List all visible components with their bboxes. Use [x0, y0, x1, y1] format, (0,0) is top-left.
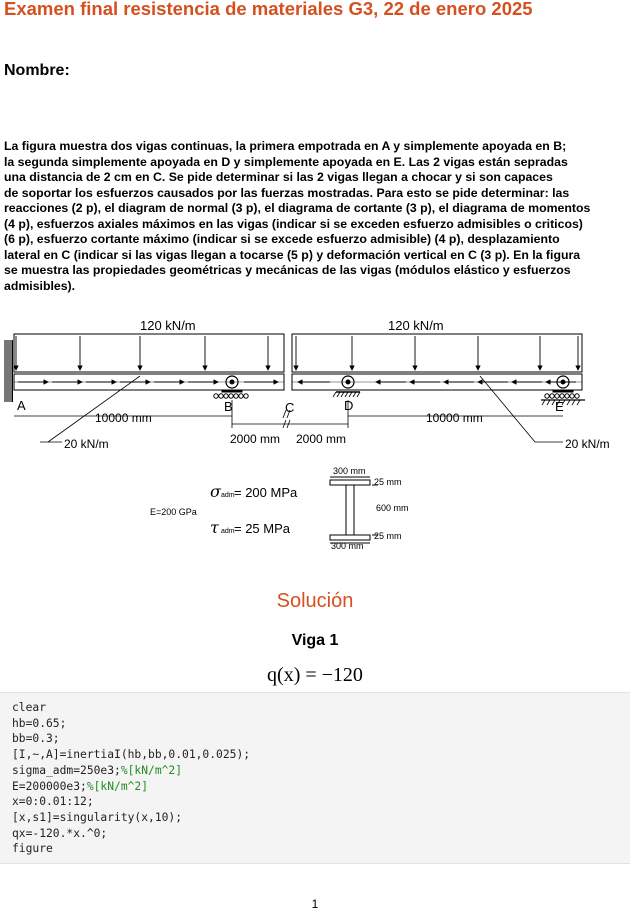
point-C: C	[285, 400, 295, 415]
problem-line: la segunda simplemente apoyada en D y simplemente apoyada en E. Las 2 vigas están sepradas	[4, 154, 568, 169]
problem-line: (4 p), esfuerzos axiales máximos en las vigas (indicar si se exceden esfuerzo admisibles o criticos)	[4, 216, 583, 231]
problem-line: de soportar los esfuerzos causados por las fuerzas mostradas. Para esto se pide determinar: las	[4, 185, 570, 200]
flange-width-top: 300 mm	[333, 466, 366, 476]
code-line: figure	[12, 842, 53, 856]
code-block	[0, 692, 630, 864]
flange-width-bottom: 300 mm	[331, 541, 364, 551]
code-line: hb=0.65;	[12, 716, 67, 730]
code-listing	[0, 693, 630, 864]
load-arrows-left	[16, 336, 268, 370]
tau-sub: adm	[221, 528, 235, 535]
code-line: clear	[12, 701, 47, 714]
sigma-symbol: σ	[210, 482, 221, 501]
sigma-value: = 200 MPa	[234, 485, 298, 500]
code-comment: %[kN/m^2]	[120, 763, 183, 777]
point-D: D	[344, 398, 354, 413]
load-arrows-right	[296, 336, 578, 370]
point-E: E	[555, 399, 564, 414]
code-comment: %[kN/m^2]	[86, 779, 149, 793]
problem-line: La figura muestra dos vigas continuas, la primera empotrada en A y simplemente apoyada en B;	[4, 139, 567, 153]
load-block-right	[292, 334, 582, 372]
exam-title: Examen final resistencia de materiales G3, 22 de enero 2025	[4, 0, 533, 19]
span-left: 10000 mm	[95, 411, 152, 425]
beam-heading: Viga 1	[291, 632, 339, 649]
load-label-right: 120 kN/m	[388, 318, 444, 333]
code-line: bb=0.3;	[12, 732, 60, 746]
web-height: 600 mm	[376, 503, 409, 513]
tau-symbol: τ	[210, 518, 219, 537]
axial-label-left: 20 kN/m	[64, 437, 109, 451]
problem-line: una distancia de 2 cm en C. Se pide determinar si las 2 vigas llegan a chocar y si son capaces	[4, 170, 553, 184]
problem-line: reacciones (2 p), el diagram de normal (3 p), el diagrama de cortante (3 p), el diagrama de momentos	[4, 201, 591, 215]
sigma-sub: adm	[221, 492, 235, 499]
code-line: qx=-120.*x.^0;	[12, 826, 108, 840]
gap-left: 2000 mm	[230, 432, 281, 446]
code-line: E=200000e3;	[12, 779, 87, 793]
code-line: [x,s1]=singularity(x,10);	[12, 810, 183, 824]
load-equation: q(x) = −120	[267, 664, 363, 686]
load-label-left: 120 kN/m	[140, 318, 196, 333]
tau-value: = 25 MPa	[234, 521, 291, 536]
load-block-left	[14, 334, 284, 372]
point-A: A	[17, 398, 26, 413]
name-label: Nombre:	[4, 62, 70, 79]
flange-thickness-top: 25 mm	[374, 477, 402, 487]
flange-thickness-bottom: 25 mm	[374, 531, 402, 541]
code-line: sigma_adm=250e3;	[12, 763, 121, 777]
problem-line: admisibles).	[4, 278, 76, 293]
problem-line: lateral en C (indicar si las vigas llegan a tocarse (5 p) y deformación vertical en C (3 p). En la figura	[4, 247, 581, 262]
fixed-support-A	[4, 340, 12, 402]
axial-label-right: 20 kN/m	[565, 437, 610, 451]
point-B: B	[224, 399, 233, 414]
gap-right: 2000 mm	[296, 432, 347, 446]
code-line: [I,~,A]=inertiaI(hb,bb,0.01,0.025);	[12, 748, 251, 762]
solution-heading: Solución	[276, 590, 354, 612]
problem-line: (6 p), esfuerzo cortante máximo (indicar si se excede esfuerzo admisible) (4 p), desplazamiento	[4, 232, 560, 246]
page-number: 1	[311, 897, 319, 911]
problem-line: se muestra las propiedades geométricas y mecánicas de las vigas (módulos elástico y esfuerzos	[4, 263, 571, 277]
span-right: 10000 mm	[426, 411, 483, 425]
code-line: x=0:0.01:12;	[12, 795, 94, 809]
elastic-modulus: E=200 GPa	[150, 507, 197, 517]
i-beam-section	[330, 477, 378, 543]
